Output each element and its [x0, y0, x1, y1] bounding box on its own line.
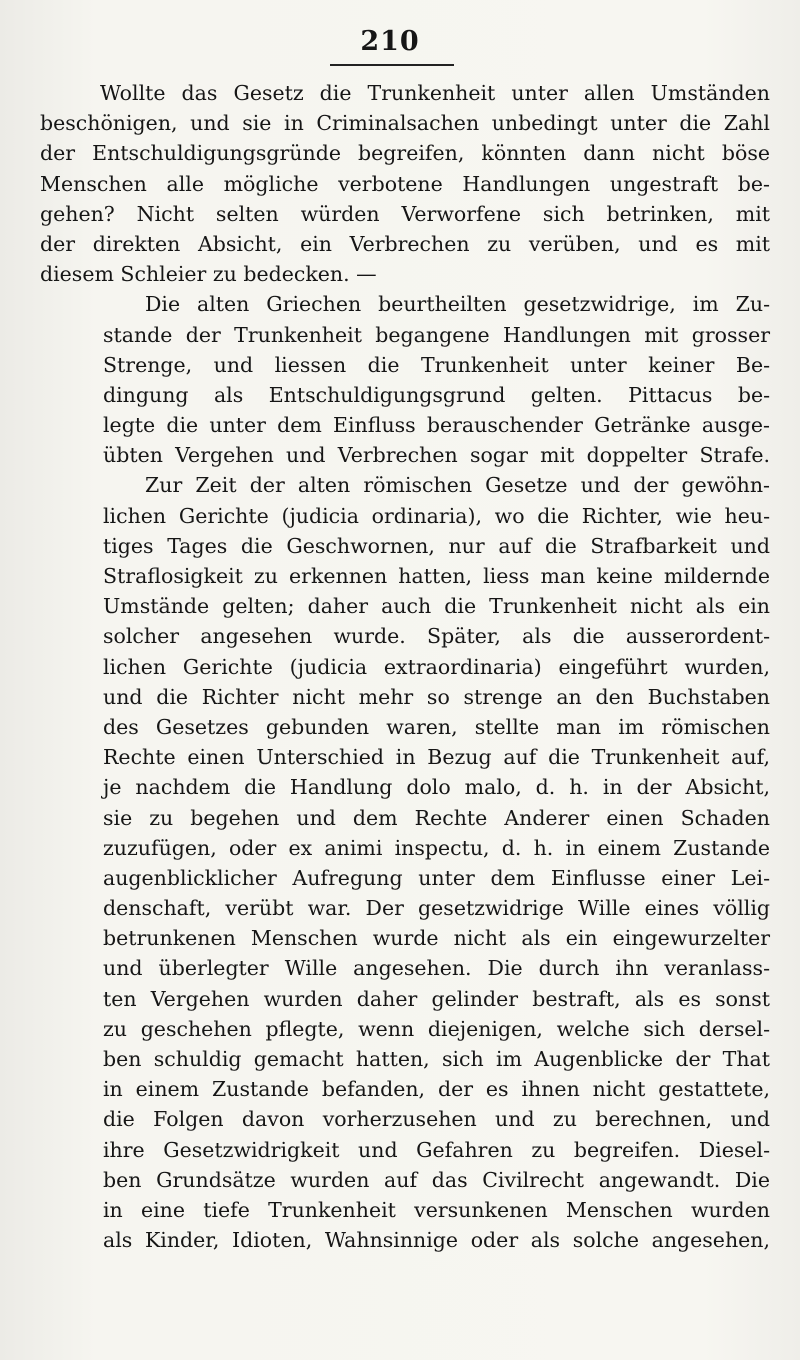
text-line	[40, 410, 770, 440]
text-line-content: übten Vergehen und Verbrechen sogar mit doppelter Strafe.	[103, 443, 770, 468]
text-line	[40, 893, 770, 923]
text-line	[40, 591, 770, 621]
text-line	[40, 531, 770, 561]
page-number-rule	[330, 64, 454, 66]
text-line-content: der direkten Absicht, ein Verbrechen zu verüben, und es mit	[40, 231, 770, 256]
text-line	[40, 682, 770, 712]
text-line	[40, 289, 770, 319]
text-line	[40, 1044, 770, 1074]
text-line	[40, 470, 770, 500]
text-line	[40, 803, 770, 833]
text-line	[40, 772, 770, 802]
text-line-content: die Folgen davon vorherzusehen und zu berechnen, und	[103, 1107, 770, 1132]
text-line	[40, 742, 770, 772]
text-line-content: denschaft, verübt war. Der gesetzwidrige Wille eines völlig	[103, 896, 770, 921]
text-line-content: des Gesetzes gebunden waren, stellte man im römischen	[103, 714, 770, 739]
text-line-content: Wollte das Gesetz die Trunkenheit unter allen Umständen	[100, 81, 770, 105]
text-line	[40, 712, 770, 742]
text-line-content: dingung als Entschuldigungsgrund gelten. Pittacus be-	[103, 382, 770, 407]
text-line	[40, 1014, 770, 1044]
text-line-content: Zur Zeit der alten römischen Gesetze und der gewöhn-	[145, 473, 770, 498]
text-line-content: sie zu begehen und dem Rechte Anderer einen Schaden	[103, 805, 770, 830]
body-text	[40, 78, 770, 1255]
text-line-content: in eine tiefe Trunkenheit versunkenen Menschen wurden	[103, 1197, 770, 1222]
page-number: 210	[360, 26, 420, 57]
text-line	[40, 1074, 770, 1104]
text-line	[40, 1165, 770, 1195]
text-line-content: Straflosigkeit zu erkennen hatten, liess man keine mildernde	[103, 564, 770, 588]
text-line-content: ten Vergehen wurden daher gelinder bestraft, als es sonst	[103, 986, 770, 1011]
text-line-content: und die Richter nicht mehr so strenge an den Buchstaben	[103, 684, 770, 709]
text-line-content: Strenge, und liessen die Trunkenheit unter keiner Be-	[103, 352, 770, 377]
text-line-content: je nachdem die Handlung dolo malo, d. h. in der Absicht,	[103, 775, 770, 800]
text-line-content: beschönigen, und sie in Criminalsachen unbedingt unter die Zahl	[40, 111, 770, 136]
text-line	[40, 923, 770, 953]
text-line	[40, 984, 770, 1014]
text-line-content: Umstände gelten; daher auch die Trunkenheit nicht als ein	[103, 594, 770, 619]
text-line-content: als Kinder, Idioten, Wahnsinnige oder als solche angesehen,	[103, 1228, 770, 1253]
text-line	[40, 953, 770, 983]
text-line	[40, 501, 770, 531]
text-line	[40, 138, 770, 168]
text-line-content: Die alten Griechen beurtheilten gesetzwidrige, im Zu-	[145, 292, 770, 317]
text-line	[40, 652, 770, 682]
text-line	[40, 833, 770, 863]
text-line	[40, 78, 770, 108]
text-line-content: lichen Gerichte (judicia extraordinaria) eingeführt wurden,	[103, 654, 770, 679]
text-line-content: augenblicklicher Aufregung unter dem Einflusse einer Lei-	[103, 865, 770, 890]
text-line-content: zu geschehen pflegte, wenn diejenigen, welche sich dersel-	[103, 1016, 770, 1041]
text-line-content: Rechte einen Unterschied in Bezug auf die Trunkenheit auf,	[103, 745, 770, 770]
text-line-content: stande der Trunkenheit begangene Handlungen mit grosser	[103, 322, 770, 347]
text-line	[40, 1135, 770, 1165]
text-line-content: tiges Tages die Geschwornen, nur auf die Strafbarkeit und	[103, 533, 770, 558]
text-line-content: in einem Zustande befanden, der es ihnen nicht gestattete,	[103, 1077, 770, 1102]
text-line	[40, 320, 770, 350]
text-line	[40, 561, 770, 591]
text-line-content: zuzufügen, oder ex animi inspectu, d. h. in einem Zustande	[103, 835, 770, 860]
text-line-content: diesem Schleier zu bedecken. —	[40, 262, 377, 287]
text-line	[40, 108, 770, 138]
text-line	[40, 199, 770, 229]
text-line	[40, 229, 770, 259]
text-line-content: ben Grundsätze wurden auf das Civilrecht angewandt. Die	[103, 1167, 770, 1192]
text-line	[40, 169, 770, 199]
text-line-content: betrunkenen Menschen wurde nicht als ein eingewurzelter	[103, 926, 770, 951]
text-line-content: ihre Gesetzwidrigkeit und Gefahren zu begreifen. Diesel-	[103, 1137, 770, 1162]
text-line	[40, 863, 770, 893]
text-line-content: lichen Gerichte (judicia ordinaria), wo die Richter, wie heu-	[103, 503, 770, 528]
text-line-content: solcher angesehen wurde. Später, als die ausserordent-	[103, 624, 770, 649]
text-line-content: der Entschuldigungsgründe begreifen, könnten dann nicht böse	[40, 141, 770, 166]
text-line	[40, 1104, 770, 1134]
text-line-content: Menschen alle mögliche verbotene Handlungen ungestraft be-	[40, 171, 770, 196]
text-line-content: legte die unter dem Einfluss berauschender Getränke ausge-	[103, 413, 770, 438]
text-line-content: ben schuldig gemacht hatten, sich im Augenblicke der That	[103, 1047, 770, 1071]
text-line	[40, 1195, 770, 1225]
text-line	[40, 259, 770, 289]
text-line-content: gehen? Nicht selten würden Verworfene sich betrinken, mit	[40, 201, 770, 226]
text-line	[40, 621, 770, 651]
text-line	[40, 440, 770, 470]
text-line	[40, 380, 770, 410]
text-line	[40, 1225, 770, 1255]
text-line-content: und überlegter Wille angesehen. Die durch ihn veranlass-	[103, 956, 770, 981]
text-line	[40, 350, 770, 380]
